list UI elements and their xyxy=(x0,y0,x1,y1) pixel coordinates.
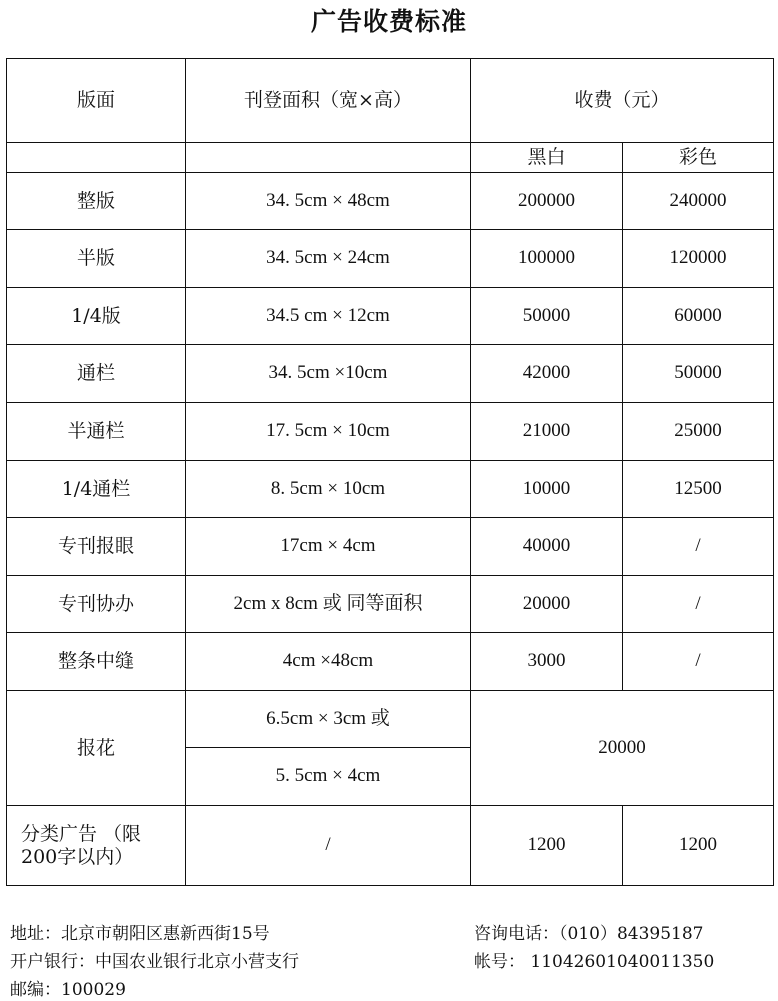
header-fee: 收费（元） xyxy=(471,59,774,143)
size-cell: 34. 5cm × 48cm xyxy=(186,173,471,230)
table-row xyxy=(7,576,774,633)
table-subheader-row xyxy=(7,143,774,173)
footer-phone: 咨询电话：（010）84395187 xyxy=(474,924,704,944)
table-row xyxy=(7,345,774,403)
size-cell: 34. 5cm × 24cm xyxy=(186,230,471,288)
size-cell: 17. 5cm × 10cm xyxy=(186,403,471,461)
footer-postcode: 邮编：100029 xyxy=(10,980,126,1000)
color-fee-cell: 1200 xyxy=(623,806,774,886)
size-cell: 8. 5cm × 10cm xyxy=(186,461,471,518)
size-cell: 34. 5cm ×10cm xyxy=(186,345,471,403)
color-fee-cell: 25000 xyxy=(623,403,774,461)
layout-cell: 半通栏 xyxy=(7,403,186,461)
layout-cell: 1/4版 xyxy=(7,288,186,345)
color-fee-cell: 120000 xyxy=(623,230,774,288)
subheader-empty-size xyxy=(186,143,471,173)
color-fee-cell: 240000 xyxy=(623,173,774,230)
footer-bank: 开户银行：中国农业银行北京小营支行 xyxy=(10,952,299,972)
size-cell: / xyxy=(186,806,471,886)
rate-table xyxy=(6,58,774,886)
layout-cell: 半版 xyxy=(7,230,186,288)
color-fee-cell: / xyxy=(623,576,774,633)
bw-fee-cell: 50000 xyxy=(471,288,623,345)
bw-fee-cell: 100000 xyxy=(471,230,623,288)
bw-fee-cell: 1200 xyxy=(471,806,623,886)
table-row xyxy=(7,518,774,576)
fee-cell-merged: 20000 xyxy=(471,691,774,806)
size-cell: 2cm x 8cm 或 同等面积 xyxy=(186,576,471,633)
size-cell: 4cm ×48cm xyxy=(186,633,471,691)
layout-cell: 通栏 xyxy=(7,345,186,403)
header-layout: 版面 xyxy=(7,59,186,143)
subheader-bw: 黑白 xyxy=(471,143,623,173)
table-header-row xyxy=(7,59,774,143)
table-row xyxy=(7,633,774,691)
bw-fee-cell: 200000 xyxy=(471,173,623,230)
bw-fee-cell: 3000 xyxy=(471,633,623,691)
table-row xyxy=(7,691,774,748)
bw-fee-cell: 40000 xyxy=(471,518,623,576)
bw-fee-cell: 21000 xyxy=(471,403,623,461)
subheader-empty-layout xyxy=(7,143,186,173)
layout-cell: 专刊协办 xyxy=(7,576,186,633)
footer-address: 地址：北京市朝阳区惠新西街15号 xyxy=(10,924,270,944)
table-row xyxy=(7,806,774,886)
color-fee-cell: / xyxy=(623,518,774,576)
layout-cell: 整条中缝 xyxy=(7,633,186,691)
header-size: 刊登面积（宽×高） xyxy=(186,59,471,143)
footer-account: 帐号： 11042601040011350 xyxy=(474,952,715,972)
color-fee-cell: 12500 xyxy=(623,461,774,518)
layout-cell: 报花 xyxy=(7,691,186,806)
color-fee-cell: 50000 xyxy=(623,345,774,403)
layout-cell: 整版 xyxy=(7,173,186,230)
table-row xyxy=(7,173,774,230)
size-cell: 17cm × 4cm xyxy=(186,518,471,576)
layout-cell: 专刊报眼 xyxy=(7,518,186,576)
subheader-color: 彩色 xyxy=(623,143,774,173)
bw-fee-cell: 10000 xyxy=(471,461,623,518)
table-row xyxy=(7,461,774,518)
color-fee-cell: 60000 xyxy=(623,288,774,345)
size-cell: 5. 5cm × 4cm xyxy=(186,748,471,806)
layout-cell: 分类广告 （限200字以内） xyxy=(7,806,186,886)
color-fee-cell: / xyxy=(623,633,774,691)
bw-fee-cell: 42000 xyxy=(471,345,623,403)
table-row xyxy=(7,230,774,288)
page-title: 广告收费标准 xyxy=(310,7,467,36)
table-row xyxy=(7,403,774,461)
size-cell: 34.5 cm × 12cm xyxy=(186,288,471,345)
layout-cell: 1/4通栏 xyxy=(7,461,186,518)
bw-fee-cell: 20000 xyxy=(471,576,623,633)
table-row xyxy=(7,288,774,345)
size-cell: 6.5cm × 3cm 或 xyxy=(186,691,471,748)
